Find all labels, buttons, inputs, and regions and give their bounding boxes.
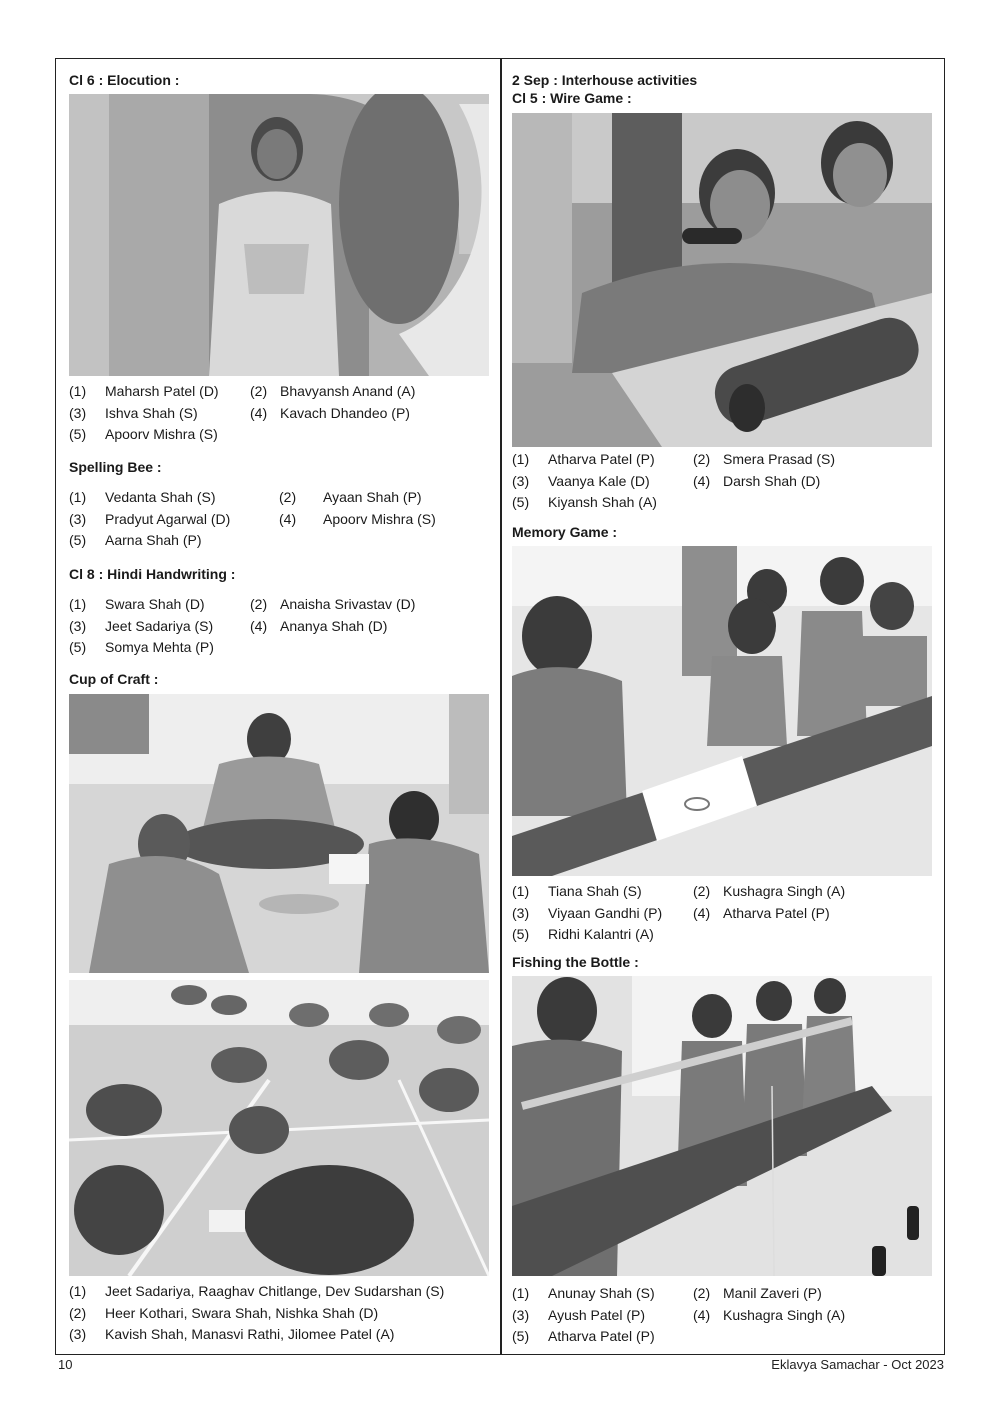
rank: (5) — [69, 532, 87, 548]
spelling-bee-title: Spelling Bee : — [69, 459, 162, 475]
rank: (1) — [69, 489, 87, 505]
page-number: 10 — [58, 1357, 73, 1372]
winner: Pradyut Agarwal (D) — [105, 510, 231, 527]
winner: Smera Prasad (S) — [723, 451, 836, 467]
rank: (1) — [69, 596, 87, 612]
elocution-photo — [69, 94, 489, 376]
result-row — [69, 616, 489, 638]
cup-of-craft-title: Cup of Craft : — [69, 671, 159, 687]
publication-name: Eklavya Samachar - Oct 2023 — [771, 1357, 944, 1372]
elocution-title: Cl 6 : Elocution : — [69, 72, 180, 88]
result-row — [69, 637, 489, 659]
team: Heer Kothari, Swara Shah, Nishka Shah (D) — [105, 1304, 379, 1321]
team: Jeet Sadariya, Raaghav Chitlange, Dev Sudarshan (S) — [105, 1283, 445, 1299]
hindi-handwriting-results — [69, 594, 489, 659]
rank: (4) — [250, 404, 268, 421]
winner: Somya Mehta (P) — [105, 639, 214, 655]
rank: (4) — [693, 472, 711, 489]
rank: (3) — [512, 1306, 530, 1323]
winner: Vedanta Shah (S) — [105, 489, 216, 505]
result-row — [69, 509, 489, 531]
rank: (2) — [693, 1285, 711, 1301]
winner: Swara Shah (D) — [105, 596, 205, 612]
result-row — [69, 1281, 489, 1303]
result-row — [69, 530, 489, 552]
interhouse-heading: 2 Sep : Interhouse activities — [512, 72, 698, 88]
winner: Manil Zaveri (P) — [723, 1285, 822, 1301]
winner: Ridhi Kalantri (A) — [548, 926, 654, 942]
result-row — [512, 1305, 932, 1327]
column-divider — [500, 58, 502, 1355]
rank: (3) — [69, 617, 87, 634]
result-row — [69, 403, 489, 425]
result-row — [512, 471, 932, 493]
fishing-bottle-results — [512, 1283, 932, 1348]
rank: (4) — [279, 510, 297, 527]
rank: (3) — [512, 904, 530, 921]
rank: (4) — [250, 617, 268, 634]
winner: Atharva Patel (P) — [548, 451, 655, 467]
hindi-handwriting-title: Cl 8 : Hindi Handwriting : — [69, 566, 236, 582]
wire-game-title: Cl 5 : Wire Game : — [512, 90, 632, 106]
rank: (2) — [250, 596, 268, 612]
winner: Apoorv Mishra (S) — [105, 426, 218, 442]
wire-game-photo — [512, 113, 932, 447]
rank: (4) — [693, 904, 711, 921]
memory-game-photo — [512, 546, 932, 876]
rank: (1) — [512, 883, 530, 899]
memory-game-results — [512, 881, 932, 946]
winner: Kushagra Singh (A) — [723, 883, 846, 899]
result-row — [69, 594, 489, 616]
result-row — [512, 449, 932, 471]
rank: (3) — [69, 1326, 87, 1342]
rank: (2) — [693, 451, 711, 467]
winner: Viyaan Gandhi (P) — [548, 904, 663, 921]
rank: (4) — [693, 1306, 711, 1323]
memory-game-title: Memory Game : — [512, 524, 618, 540]
rank: (1) — [512, 1285, 530, 1301]
rank: (1) — [69, 383, 87, 399]
winner: Ananya Shah (D) — [280, 617, 388, 634]
result-row — [69, 1324, 489, 1346]
result-row — [69, 487, 489, 509]
result-row — [512, 881, 932, 903]
fishing-bottle-title: Fishing the Bottle : — [512, 954, 639, 970]
winner: Anunay Shah (S) — [548, 1285, 655, 1301]
rank: (3) — [512, 472, 530, 489]
winner: Ayush Patel (P) — [548, 1306, 646, 1323]
winner: Kiyansh Shah (A) — [548, 494, 657, 510]
wire-game-results — [512, 449, 932, 514]
winner: Tiana Shah (S) — [548, 883, 642, 899]
rank: (5) — [512, 926, 530, 942]
elocution-results — [69, 381, 489, 446]
rank: (5) — [512, 494, 530, 510]
cup-of-craft-photo-2 — [69, 980, 489, 1276]
winner: Ayaan Shah (P) — [323, 489, 422, 505]
rank: (5) — [69, 639, 87, 655]
winner: Kushagra Singh (A) — [723, 1306, 846, 1323]
result-row — [69, 424, 489, 446]
result-row — [512, 1283, 932, 1305]
rank: (2) — [69, 1304, 87, 1321]
result-row — [512, 903, 932, 925]
cup-of-craft-photo-1 — [69, 694, 489, 973]
winner: Jeet Sadariya (S) — [105, 617, 214, 634]
rank: (3) — [69, 404, 87, 421]
winner: Ishva Shah (S) — [105, 404, 198, 421]
rank: (1) — [69, 1283, 87, 1299]
winner: Vaanya Kale (D) — [548, 472, 650, 489]
rank: (2) — [693, 883, 711, 899]
result-row — [69, 381, 489, 403]
winner: Atharva Patel (P) — [548, 1328, 655, 1344]
rank: (2) — [279, 489, 297, 505]
winner: Anaisha Srivastav (D) — [280, 596, 416, 612]
result-row — [512, 924, 932, 946]
winner: Kavach Dhandeo (P) — [280, 404, 410, 421]
winner: Darsh Shah (D) — [723, 472, 821, 489]
team: Kavish Shah, Manasvi Rathi, Jilomee Patel (A) — [105, 1326, 395, 1342]
winner: Atharva Patel (P) — [723, 904, 830, 921]
rank: (5) — [69, 426, 87, 442]
rank: (2) — [250, 383, 268, 399]
result-row — [69, 1303, 489, 1325]
rank: (5) — [512, 1328, 530, 1344]
rank: (1) — [512, 451, 530, 467]
winner: Aarna Shah (P) — [105, 532, 202, 548]
cup-of-craft-results — [69, 1281, 489, 1346]
winner: Bhavyansh Anand (A) — [280, 383, 416, 399]
spelling-bee-results — [69, 487, 489, 552]
rank: (3) — [69, 510, 87, 527]
winner: Maharsh Patel (D) — [105, 383, 219, 399]
result-row — [512, 1326, 932, 1348]
winner: Apoorv Mishra (S) — [323, 510, 436, 527]
fishing-bottle-photo — [512, 976, 932, 1276]
result-row — [512, 492, 932, 514]
